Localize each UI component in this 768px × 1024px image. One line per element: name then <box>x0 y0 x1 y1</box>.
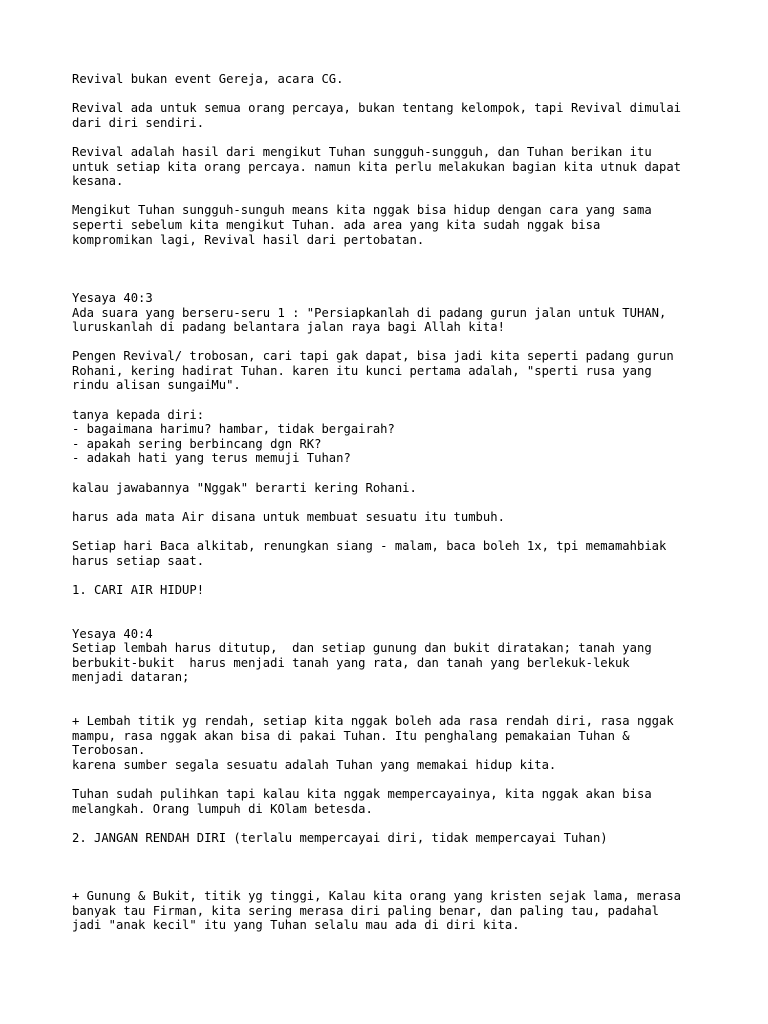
text-line: Pengen Revival/ trobosan, cari tapi gak dapat, bisa jadi kita seperti padang gurun <box>72 349 674 364</box>
paragraph <box>72 481 712 496</box>
text-line: seperti sebelum kita mengikut Tuhan. ada area yang kita sudah nggak bisa <box>72 217 601 232</box>
text-line: mampu, rasa nggak akan bisa di pakai Tuhan. Itu penghalang pemakaian Tuhan & <box>72 728 630 743</box>
text-line: Tuhan sudah pulihkan tapi kalau kita nggak mempercayainya, kita nggak akan bisa <box>72 787 652 802</box>
text-line: Rohani, kering hadirat Tuhan. karen itu kunci pertama adalah, "sperti rusa yang <box>72 363 652 378</box>
text-line: + Lembah titik yg rendah, setiap kita nggak boleh ada rasa rendah diri, rasa nggak <box>72 714 674 729</box>
paragraph <box>72 291 712 335</box>
text-line: Revival bukan event Gereja, acara CG. <box>72 72 344 86</box>
text-line: Mengikut Tuhan sungguh-sunguh means kita nggak bisa hidup dengan cara yang sama <box>72 203 652 218</box>
text-line: berbukit-bukit harus menjadi tanah yang rata, dan tanah yang berlekuk-lekuk <box>72 655 630 670</box>
blank-spacer <box>72 700 712 715</box>
text-line: - apakah sering berbincang dgn RK? <box>72 436 322 451</box>
document-body <box>72 72 712 948</box>
text-line: Yesaya 40:4 <box>72 626 153 641</box>
blank-spacer <box>72 262 712 291</box>
text-line: melangkah. Orang lumpuh di KOlam betesda. <box>72 801 373 816</box>
paragraph <box>72 203 712 247</box>
paragraph <box>72 583 712 598</box>
paragraph <box>72 714 712 772</box>
paragraph <box>72 349 712 393</box>
text-line: jadi "anak kecil" itu yang Tuhan selalu mau ada di diri kita. <box>72 918 520 933</box>
paragraph <box>72 510 712 525</box>
paragraph <box>72 408 712 466</box>
text-line: kalau jawabannya "Nggak" berarti kering Rohani. <box>72 480 417 495</box>
text-line: + Gunung & Bukit, titik yg tinggi, Kalau kita orang yang kristen sejak lama, merasa <box>72 889 682 904</box>
text-line: tanya kepada diri: <box>72 407 205 422</box>
paragraph <box>72 145 712 189</box>
text-line: Setiap hari Baca alkitab, renungkan siang - malam, baca boleh 1x, tpi memamahbiak <box>72 539 667 553</box>
text-line: banyak tau Firman, kita sering merasa diri paling benar, dan paling tau, padahal <box>72 903 659 918</box>
text-line: luruskanlah di padang belantara jalan raya bagi Allah kita! <box>72 320 505 335</box>
text-line: Ada suara yang berseru-seru 1 : "Persiapkanlah di padang gurun jalan untuk TUHAN, <box>72 305 667 320</box>
text-line: menjadi dataran; <box>72 670 190 685</box>
text-line: Yesaya 40:3 <box>72 290 153 305</box>
paragraph <box>72 831 712 846</box>
text-line: harus setiap saat. <box>72 553 205 568</box>
text-line: 2. JANGAN RENDAH DIRI (terlalu mempercayai diri, tidak mempercayai Tuhan) <box>72 830 608 845</box>
text-line: - bagaimana harimu? hambar, tidak bergairah? <box>72 422 395 437</box>
text-line: Setiap lembah harus ditutup, dan setiap gunung dan bukit diratakan; tanah yang <box>72 641 652 656</box>
text-line: - adakah hati yang terus memuji Tuhan? <box>72 451 351 466</box>
paragraph <box>72 889 712 933</box>
paragraph <box>72 539 712 568</box>
text-line: harus ada mata Air disana untuk membuat sesuatu itu tumbuh. <box>72 509 505 524</box>
text-line: kesana. <box>72 174 124 189</box>
blank-spacer <box>72 612 712 627</box>
paragraph <box>72 101 712 130</box>
text-line: rindu alisan sungaiMu". <box>72 378 241 393</box>
text-line: 1. CARI AIR HIDUP! <box>72 582 205 597</box>
paragraph <box>72 72 712 87</box>
text-line: Terobosan. <box>72 743 146 758</box>
text-line: kompromikan lagi, Revival hasil dari pertobatan. <box>72 232 425 247</box>
text-line: karena sumber segala sesuatu adalah Tuhan yang memakai hidup kita. <box>72 757 557 772</box>
text-line: untuk setiap kita orang percaya. namun kita perlu melakukan bagian kita utnuk dapat <box>72 159 682 174</box>
text-line: dari diri sendiri. <box>72 115 205 130</box>
blank-spacer <box>72 860 712 889</box>
paragraph <box>72 787 712 816</box>
paragraph <box>72 627 712 685</box>
text-line: Revival adalah hasil dari mengikut Tuhan sungguh-sungguh, dan Tuhan berikan itu <box>72 144 652 159</box>
text-line: Revival ada untuk semua orang percaya, bukan tentang kelompok, tapi Revival dimulai <box>72 101 682 116</box>
